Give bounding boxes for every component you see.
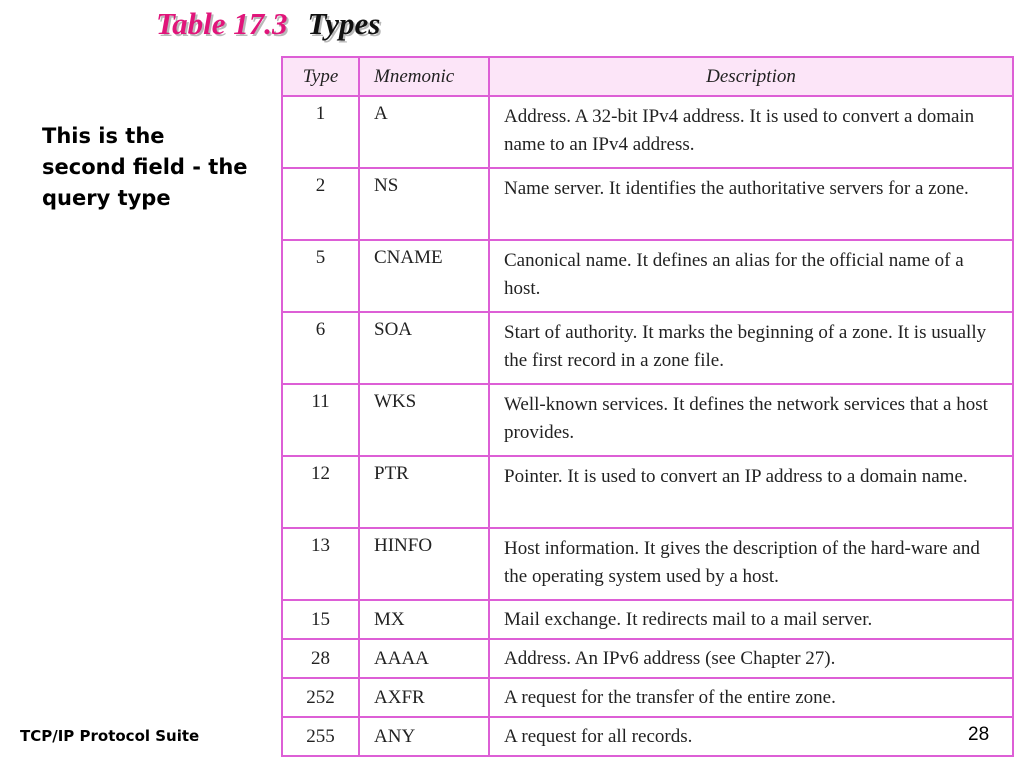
cell-description: A request for all records.: [489, 717, 1013, 756]
table-row: [282, 240, 1013, 312]
table-name: Types: [307, 6, 381, 41]
footer-course-title: TCP/IP Protocol Suite: [20, 727, 200, 745]
cell-mnemonic: ANY: [359, 717, 489, 756]
table-row: [282, 639, 1013, 678]
cell-mnemonic: HINFO: [359, 528, 489, 600]
cell-description: Address. An IPv6 address (see Chapter 27).: [489, 639, 1013, 678]
cell-mnemonic: NS: [359, 168, 489, 240]
cell-type: 11: [282, 384, 359, 456]
cell-type: 12: [282, 456, 359, 528]
cell-description: Pointer. It is used to convert an IP address to a domain name.: [489, 456, 1013, 528]
cell-type: 28: [282, 639, 359, 678]
page-number: 28: [968, 724, 990, 745]
cell-description: Canonical name. It defines an alias for the official name of a host.: [489, 240, 1013, 312]
cell-type: 15: [282, 600, 359, 639]
types-table: [281, 56, 1014, 757]
side-note: This is the second field - the query type: [42, 124, 248, 210]
cell-type: 6: [282, 312, 359, 384]
table-row: [282, 528, 1013, 600]
cell-mnemonic: AXFR: [359, 678, 489, 717]
table-row: [282, 312, 1013, 384]
cell-mnemonic: AAAA: [359, 639, 489, 678]
cell-description: Address. A 32-bit IPv4 address. It is used to convert a domain name to an IPv4 address.: [489, 96, 1013, 168]
cell-type: 1: [282, 96, 359, 168]
cell-mnemonic: MX: [359, 600, 489, 639]
table-row: [282, 717, 1013, 756]
cell-mnemonic: WKS: [359, 384, 489, 456]
cell-description: Well-known services. It defines the network services that a host provides.: [489, 384, 1013, 456]
table-row: [282, 600, 1013, 639]
table-header-row: [282, 57, 1013, 96]
slide-title: [156, 6, 380, 42]
table-row: [282, 96, 1013, 168]
cell-description: A request for the transfer of the entire zone.: [489, 678, 1013, 717]
table-row: [282, 384, 1013, 456]
cell-type: 13: [282, 528, 359, 600]
header-description: Description: [489, 57, 1013, 96]
cell-mnemonic: CNAME: [359, 240, 489, 312]
cell-type: 2: [282, 168, 359, 240]
cell-description: Mail exchange. It redirects mail to a mail server.: [489, 600, 1013, 639]
cell-description: Host information. It gives the description of the hard-ware and the operating system used by a host.: [489, 528, 1013, 600]
table-row: [282, 678, 1013, 717]
cell-mnemonic: SOA: [359, 312, 489, 384]
header-mnemonic: Mnemonic: [359, 57, 489, 96]
table-row: [282, 456, 1013, 528]
table-row: [282, 168, 1013, 240]
cell-description: Start of authority. It marks the beginning of a zone. It is usually the first record in a zone file.: [489, 312, 1013, 384]
cell-mnemonic: A: [359, 96, 489, 168]
cell-type: 5: [282, 240, 359, 312]
cell-mnemonic: PTR: [359, 456, 489, 528]
cell-type: 255: [282, 717, 359, 756]
header-type: Type: [282, 57, 359, 96]
cell-type: 252: [282, 678, 359, 717]
table-number: Table 17.3: [156, 6, 288, 41]
cell-description: Name server. It identifies the authoritative servers for a zone.: [489, 168, 1013, 240]
